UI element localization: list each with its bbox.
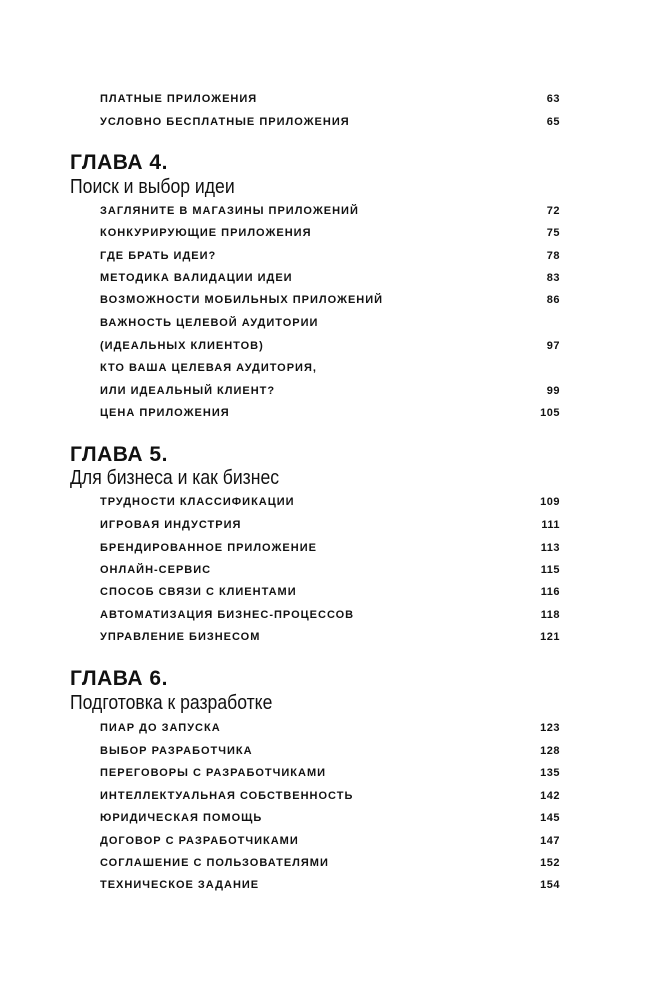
toc-entry[interactable] — [100, 628, 560, 646]
toc-entry-title: ИЛИ ИДЕАЛЬНЫЙ КЛИЕНТ? — [100, 385, 276, 397]
toc-entry-page: 118 — [540, 609, 560, 621]
toc-entry-page: 65 — [546, 116, 560, 128]
toc-entry-page: 105 — [540, 407, 560, 419]
toc-entry[interactable] — [100, 832, 560, 850]
toc-entry-title: ЦЕНА ПРИЛОЖЕНИЯ — [100, 407, 230, 419]
toc-entry-title: ЮРИДИЧЕСКАЯ ПОМОЩЬ — [100, 812, 263, 824]
toc-entry-title: СПОСОБ СВЯЗИ С КЛИЕНТАМИ — [100, 586, 297, 598]
toc-entry[interactable] — [100, 742, 560, 760]
toc-entry-title: ТЕХНИЧЕСКОЕ ЗАДАНИЕ — [100, 879, 260, 891]
toc-entry[interactable] — [100, 854, 560, 872]
toc-entry-page: 83 — [546, 272, 560, 284]
toc-entry-title: СОГЛАШЕНИЕ С ПОЛЬЗОВАТЕЛЯМИ — [100, 857, 329, 869]
toc-entry-page: 99 — [546, 385, 560, 397]
toc-entry[interactable] — [100, 90, 560, 108]
toc-entry-title: ЗАГЛЯНИТЕ В МАГАЗИНЫ ПРИЛОЖЕНИЙ — [100, 205, 359, 217]
toc-entry-page: 97 — [546, 340, 560, 352]
toc-entry[interactable] — [100, 314, 560, 332]
toc-entry-page: 152 — [540, 857, 560, 869]
toc-entry-title: ВОЗМОЖНОСТИ МОБИЛЬНЫХ ПРИЛОЖЕНИЙ — [100, 294, 384, 306]
toc-entry[interactable] — [100, 113, 560, 131]
toc-entry-page: 154 — [540, 879, 560, 891]
toc-entry-page: 115 — [540, 564, 560, 576]
toc-entry-page: 142 — [540, 790, 560, 802]
toc-entry-title: ИГРОВАЯ ИНДУСТРИЯ — [100, 519, 242, 531]
toc-entry[interactable] — [100, 337, 560, 355]
toc-entry[interactable] — [100, 876, 560, 894]
toc-entry-page: 123 — [540, 722, 560, 734]
toc-entry-title: ПЕРЕГОВОРЫ С РАЗРАБОТЧИКАМИ — [100, 767, 327, 779]
toc-entry[interactable] — [100, 202, 560, 220]
toc-entry[interactable] — [100, 606, 560, 624]
toc-entry-title: МЕТОДИКА ВАЛИДАЦИИ ИДЕИ — [100, 272, 293, 284]
toc-entry-title: ОНЛАЙН-СЕРВИС — [100, 564, 212, 576]
toc-entry[interactable] — [100, 764, 560, 782]
toc-entry-page: 145 — [540, 812, 560, 824]
toc-entry-title: АВТОМАТИЗАЦИЯ БИЗНЕС-ПРОЦЕССОВ — [100, 609, 355, 621]
chapter-6-title: Подготовка к разработке — [70, 692, 273, 714]
toc-entry[interactable] — [100, 247, 560, 265]
toc-entry-title: УСЛОВНО БЕСПЛАТНЫЕ ПРИЛОЖЕНИЯ — [100, 116, 350, 128]
toc-entry-page: 116 — [540, 586, 560, 598]
toc-entry[interactable] — [100, 382, 560, 400]
toc-entry[interactable] — [100, 291, 560, 309]
toc-entry-title: КТО ВАША ЦЕЛЕВАЯ АУДИТОРИЯ, — [100, 362, 317, 374]
chapter-4-label: ГЛАВА 4. — [70, 151, 168, 174]
toc-entry-page: 86 — [546, 294, 560, 306]
toc-entry[interactable] — [100, 583, 560, 601]
toc-entry[interactable] — [100, 359, 560, 377]
toc-entry-title: ИНТЕЛЛЕКТУАЛЬНАЯ СОБСТВЕННОСТЬ — [100, 790, 354, 802]
toc-entry-title: БРЕНДИРОВАННОЕ ПРИЛОЖЕНИЕ — [100, 542, 317, 554]
toc-entry-page: 63 — [546, 93, 560, 105]
toc-entry[interactable] — [100, 404, 560, 422]
toc-entry[interactable] — [100, 561, 560, 579]
toc-entry-page: 147 — [540, 835, 560, 847]
toc-entry[interactable] — [100, 539, 560, 557]
toc-entry[interactable] — [100, 516, 560, 534]
chapter-6-label: ГЛАВА 6. — [70, 667, 168, 690]
toc-entry-page: 121 — [540, 631, 560, 643]
toc-entry-title: ГДЕ БРАТЬ ИДЕИ? — [100, 250, 217, 262]
toc-entry-title: (ИДЕАЛЬНЫХ КЛИЕНТОВ) — [100, 340, 264, 352]
toc-entry-page: 135 — [540, 767, 560, 779]
toc-entry-page: 72 — [546, 205, 560, 217]
toc-entry-page: 128 — [540, 745, 560, 757]
toc-entry-page: 78 — [546, 250, 560, 262]
toc-entry[interactable] — [100, 224, 560, 242]
toc-entry-title: ВАЖНОСТЬ ЦЕЛЕВОЙ АУДИТОРИИ — [100, 317, 319, 329]
toc-entry[interactable] — [100, 493, 560, 511]
toc-entry-page: 113 — [540, 542, 560, 554]
toc-entry[interactable] — [100, 809, 560, 827]
toc-entry[interactable] — [100, 269, 560, 287]
chapter-4-title: Поиск и выбор идеи — [70, 176, 235, 198]
toc-entry-title: ПИАР ДО ЗАПУСКА — [100, 722, 221, 734]
toc-entry-page: 75 — [546, 227, 560, 239]
chapter-5-title: Для бизнеса и как бизнес — [70, 467, 280, 489]
toc-entry-title: ДОГОВОР С РАЗРАБОТЧИКАМИ — [100, 835, 299, 847]
toc-entry-title: ВЫБОР РАЗРАБОТЧИКА — [100, 745, 253, 757]
toc-entry-page: 109 — [540, 496, 560, 508]
toc-entry-title: ПЛАТНЫЕ ПРИЛОЖЕНИЯ — [100, 93, 258, 105]
toc-entry[interactable] — [100, 787, 560, 805]
toc-entry-title: УПРАВЛЕНИЕ БИЗНЕСОМ — [100, 631, 261, 643]
toc-entry[interactable] — [100, 719, 560, 737]
toc-entry-title: ТРУДНОСТИ КЛАССИФИКАЦИИ — [100, 496, 295, 508]
chapter-5-label: ГЛАВА 5. — [70, 443, 168, 466]
toc-entry-title: КОНКУРИРУЮЩИЕ ПРИЛОЖЕНИЯ — [100, 227, 312, 239]
toc-entry-page: 111 — [541, 519, 560, 531]
